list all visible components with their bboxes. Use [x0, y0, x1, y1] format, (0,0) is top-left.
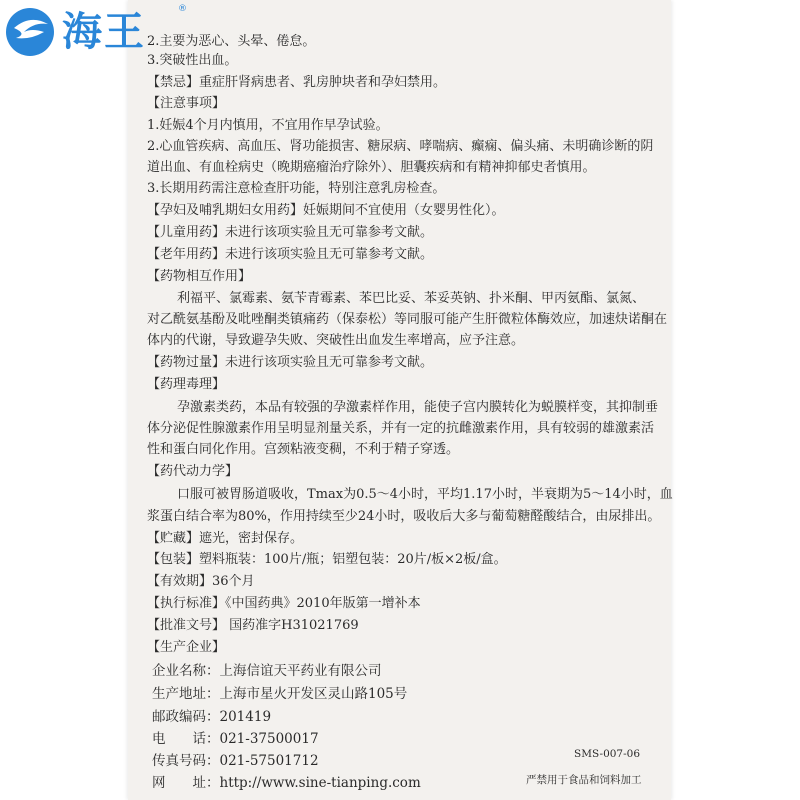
section-precautions-heading: 【注意事项】: [147, 96, 226, 111]
section-pharmacokinetics-heading: 【药代动力学】: [147, 464, 239, 479]
text-line: 3.突破性出血。: [147, 53, 238, 68]
text-line: 道出血、有血栓病史（晚期癌瘤治疗除外）、胆囊疾病和有精神抑郁史者慎用。: [147, 160, 596, 175]
text-line: 体内的代谢，导致避孕失败、突破性出血发生率增高，应予注意。: [147, 333, 525, 348]
text-line: 性和蛋白同化作用。宫颈粘液变稠，不利于精子穿透。: [147, 442, 460, 457]
registered-mark: ®: [178, 4, 187, 14]
section-geriatric: 【老年用药】未进行该项实验且无可靠参考文献。: [147, 247, 434, 262]
text-line: 3.长期用药需注意检查肝功能，特别注意乳房检查。: [147, 181, 446, 196]
company-address: 生产地址：上海市星火开发区灵山路105号: [152, 686, 408, 702]
website: 网 址：http://www.sine-tianping.com: [152, 775, 421, 791]
section-storage: 【贮藏】遮光，密封保存。: [147, 531, 304, 546]
text-line: 2.主要为恶心、头晕、倦怠。: [147, 34, 316, 49]
company-name: 企业名称：上海信谊天平药业有限公司: [152, 663, 382, 679]
section-packaging: 【包装】塑料瓶装：100片/瓶；铝塑包装：20片/板×2板/盒。: [147, 552, 507, 567]
postal-code: 邮政编码：201419: [152, 709, 272, 725]
brand-logo: [4, 2, 187, 62]
section-pregnancy: 【孕妇及哺乳期妇女用药】妊娠期间不宜使用（女婴男性化）。: [147, 203, 505, 218]
brand-name: 海王: [62, 9, 146, 55]
text-line: 1.妊娠4个月内慎用，不宜用作早孕试验。: [147, 118, 389, 133]
usage-notice: 严禁用于食品和饲料加工: [526, 774, 642, 786]
section-overdose: 【药物过量】未进行该项实验且无可靠参考文献。: [147, 355, 434, 370]
section-manufacturer-heading: 【生产企业】: [147, 640, 226, 655]
brand-mark-icon: [4, 6, 56, 58]
section-contraindications: 【禁忌】重症肝肾病患者、乳房肿块者和孕妇禁用。: [147, 75, 447, 90]
text-line: 利福平、氯霉素、氨苄青霉素、苯巴比妥、苯妥英钠、扑米酮、甲丙氨酯、氯氮、: [177, 291, 646, 306]
section-standard: 【执行标准】《中国药典》2010年版第一增补本: [147, 596, 421, 611]
section-pediatric: 【儿童用药】未进行该项实验且无可靠参考文献。: [147, 225, 434, 240]
phone: 电 话：021-37500017: [152, 731, 319, 747]
section-shelf-life: 【有效期】36个月: [147, 574, 255, 589]
text-line: 孕激素类药，本品有较强的孕激素样作用，能使子宫内膜转化为蜕膜样变，其抑制垂: [177, 400, 659, 415]
fax: 传真号码：021-57501712: [152, 753, 319, 769]
section-pharmacology-heading: 【药理毒理】: [147, 377, 226, 392]
text-line: 浆蛋白结合率为80%，作用持续至少24小时，吸收后大多与葡萄糖醛酸结合，由尿排出。: [147, 509, 661, 524]
section-interactions-heading: 【药物相互作用】: [147, 269, 252, 284]
text-line: 口服可被胃肠道吸收，Tmax为0.5～4小时，平均1.17小时，半衰期为5～14小时，血: [177, 487, 673, 502]
document-code: SMS-007-06: [574, 748, 641, 760]
text-line: 对乙酰氨基酚及吡唑酮类镇痛药（保泰松）等同服可能产生肝微粒体酶效应，加速炔诺酮在: [147, 312, 668, 327]
text-line: 2.心血管疾病、高血压、肾功能损害、糖尿病、哮喘病、癫痫、偏头痛、未明确诊断的阴: [147, 139, 654, 154]
section-approval-number: 【批准文号】 国药准字H31021769: [147, 618, 359, 633]
text-line: 体分泌促性腺激素作用呈明显剂量关系，并有一定的抗雌激素作用，具有较弱的雄激素活: [147, 421, 655, 436]
